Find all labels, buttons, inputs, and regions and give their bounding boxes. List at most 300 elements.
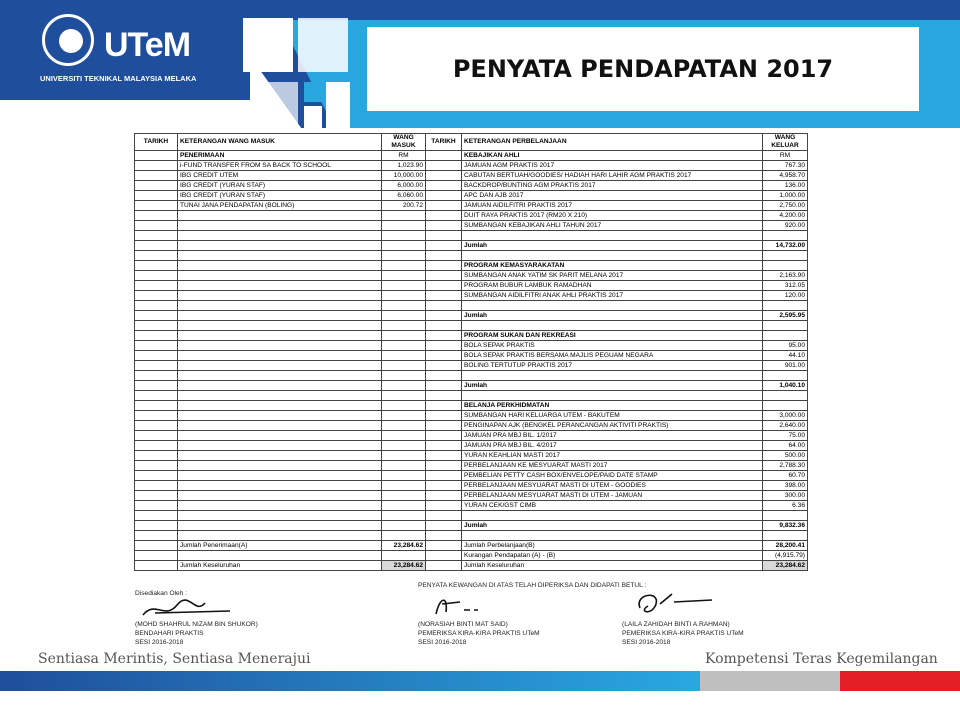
cell-keterangan-masuk — [178, 381, 382, 391]
ledger-row — [135, 171, 808, 181]
cell-tarikh-2 — [426, 171, 462, 181]
cell-tarikh — [135, 411, 178, 421]
cell-tarikh-2 — [426, 491, 462, 501]
cell-wang-keluar: 1,000.00 — [763, 191, 808, 201]
cell-wang-masuk — [382, 271, 426, 281]
ledger-row — [135, 331, 808, 341]
cell-keterangan-masuk — [178, 511, 382, 521]
cell-wang-masuk — [382, 371, 426, 381]
cell-wang-masuk — [382, 491, 426, 501]
cell-tarikh — [135, 371, 178, 381]
cell-keterangan-masuk — [178, 251, 382, 261]
cell-keterangan-perbelanjaan: PROGRAM BUBUR LAMBUK RAMADHAN — [462, 281, 763, 291]
decor-tile — [243, 18, 293, 72]
cell-tarikh — [135, 341, 178, 351]
decor-tile — [262, 82, 298, 128]
cell-tarikh-2 — [426, 371, 462, 381]
cell-wang-masuk — [382, 361, 426, 371]
signatory-2-role: PEMERIKSA KIRA-KIRA PRAKTIS UTeM — [418, 630, 540, 637]
ledger-row — [135, 261, 808, 271]
cell-tarikh — [135, 261, 178, 271]
cell-wang-keluar — [763, 401, 808, 411]
cell-tarikh-2 — [426, 301, 462, 311]
col-tarikh-2: TARIKH — [426, 134, 462, 151]
cell-tarikh — [135, 541, 178, 551]
cell-wang-keluar: 398.00 — [763, 481, 808, 491]
ledger-row — [135, 221, 808, 231]
cell-tarikh — [135, 561, 178, 571]
cell-keterangan-masuk — [178, 211, 382, 221]
title-box — [367, 27, 919, 111]
cell-tarikh — [135, 321, 178, 331]
cell-keterangan-perbelanjaan: Jumlah — [462, 381, 763, 391]
cell-tarikh-2 — [426, 151, 462, 161]
cell-wang-keluar — [763, 511, 808, 521]
col-wang-masuk: WANG MASUK — [382, 134, 426, 151]
cell-tarikh-2 — [426, 341, 462, 351]
cell-tarikh-2 — [426, 401, 462, 411]
cell-keterangan-masuk — [178, 431, 382, 441]
cell-wang-masuk — [382, 431, 426, 441]
ledger-row — [135, 521, 808, 531]
cell-tarikh-2 — [426, 551, 462, 561]
cell-keterangan-perbelanjaan — [462, 391, 763, 401]
cell-wang-keluar — [763, 261, 808, 271]
cell-wang-masuk — [382, 301, 426, 311]
ledger-row — [135, 481, 808, 491]
cell-tarikh-2 — [426, 351, 462, 361]
col-keterangan-masuk: KETERANGAN WANG MASUK — [178, 134, 382, 151]
cell-keterangan-perbelanjaan: CABUTAN BERTUAH/GOODIES/ HADIAH HARI LAHIR AGM PRAKTIS 2017 — [462, 171, 763, 181]
cell-wang-keluar — [763, 231, 808, 241]
cell-tarikh — [135, 441, 178, 451]
cell-keterangan-masuk — [178, 341, 382, 351]
cell-keterangan-masuk — [178, 311, 382, 321]
cell-tarikh-2 — [426, 271, 462, 281]
cell-wang-masuk: 200.72 — [382, 201, 426, 211]
cell-keterangan-masuk: i-FUND TRANSFER FROM SA BACK TO SCHOOL — [178, 161, 382, 171]
cell-keterangan-perbelanjaan — [462, 371, 763, 381]
cell-tarikh — [135, 481, 178, 491]
cell-keterangan-masuk — [178, 481, 382, 491]
cell-wang-masuk — [382, 511, 426, 521]
cell-keterangan-masuk — [178, 271, 382, 281]
ledger-row — [135, 301, 808, 311]
cell-tarikh-2 — [426, 181, 462, 191]
cell-keterangan-perbelanjaan: Jumlah — [462, 241, 763, 251]
cell-tarikh — [135, 271, 178, 281]
cell-tarikh — [135, 221, 178, 231]
footer-bar-red — [840, 671, 960, 691]
ledger-row — [135, 501, 808, 511]
ledger-row — [135, 561, 808, 571]
footer-bar-blue — [0, 671, 700, 691]
cell-wang-keluar: RM — [763, 151, 808, 161]
cell-keterangan-masuk — [178, 391, 382, 401]
cell-tarikh — [135, 531, 178, 541]
cell-wang-keluar — [763, 371, 808, 381]
ledger-row — [135, 251, 808, 261]
cell-keterangan-perbelanjaan: KEBAJIKAN AHLI — [462, 151, 763, 161]
cell-keterangan-perbelanjaan — [462, 321, 763, 331]
ledger-row — [135, 361, 808, 371]
cell-tarikh-2 — [426, 391, 462, 401]
cell-keterangan-masuk: PENERIMAAN — [178, 151, 382, 161]
cell-wang-keluar: 500.00 — [763, 451, 808, 461]
decor-tile — [326, 82, 350, 128]
cell-keterangan-perbelanjaan: PERBELANJAAN KE MESYUARAT MASTI 2017 — [462, 461, 763, 471]
cell-keterangan-perbelanjaan: Jumlah Perbelanjaan(B) — [462, 541, 763, 551]
ledger-row — [135, 411, 808, 421]
cell-wang-masuk — [382, 531, 426, 541]
cell-keterangan-masuk — [178, 491, 382, 501]
cell-wang-masuk — [382, 501, 426, 511]
ledger-row — [135, 441, 808, 451]
cell-wang-keluar: 3,000.00 — [763, 411, 808, 421]
cell-keterangan-perbelanjaan — [462, 301, 763, 311]
cell-wang-keluar — [763, 391, 808, 401]
ledger-row — [135, 451, 808, 461]
income-statement-document — [134, 133, 807, 571]
cell-keterangan-masuk — [178, 471, 382, 481]
cell-keterangan-masuk — [178, 411, 382, 421]
cell-wang-masuk — [382, 221, 426, 231]
cell-tarikh — [135, 401, 178, 411]
cell-tarikh-2 — [426, 561, 462, 571]
cell-tarikh — [135, 281, 178, 291]
ledger-row — [135, 161, 808, 171]
cell-keterangan-masuk — [178, 331, 382, 341]
cell-tarikh-2 — [426, 241, 462, 251]
cell-keterangan-perbelanjaan: PERBELANJAAN MESYUARAT MASTI DI UTEM - JAMUAN — [462, 491, 763, 501]
cell-tarikh — [135, 241, 178, 251]
cell-keterangan-perbelanjaan: BOLING TERTUTUP PRAKTIS 2017 — [462, 361, 763, 371]
cell-wang-keluar: 23,284.62 — [763, 561, 808, 571]
cell-keterangan-masuk: TUNAI JANA PENDAPATAN (BOLING) — [178, 201, 382, 211]
cell-tarikh — [135, 471, 178, 481]
cell-keterangan-masuk — [178, 321, 382, 331]
signature-3-icon — [630, 586, 720, 620]
footer-tagline-left: Sentiasa Merintis, Sentiasa Menerajui — [38, 651, 311, 667]
cell-wang-keluar: 14,732.00 — [763, 241, 808, 251]
cell-tarikh-2 — [426, 211, 462, 221]
cell-tarikh-2 — [426, 311, 462, 321]
cell-tarikh-2 — [426, 441, 462, 451]
cell-keterangan-masuk — [178, 501, 382, 511]
cell-tarikh — [135, 501, 178, 511]
col-wang-keluar: WANG KELUAR — [763, 134, 808, 151]
ledger-row — [135, 241, 808, 251]
ledger-row — [135, 341, 808, 351]
cell-wang-masuk — [382, 261, 426, 271]
cell-keterangan-perbelanjaan: YURAN KEAHLIAN MASTI 2017 — [462, 451, 763, 461]
cell-wang-keluar: 300.00 — [763, 491, 808, 501]
cell-wang-masuk — [382, 551, 426, 561]
cell-wang-keluar: 6.36 — [763, 501, 808, 511]
cell-keterangan-masuk — [178, 301, 382, 311]
cell-wang-masuk — [382, 281, 426, 291]
cell-tarikh-2 — [426, 511, 462, 521]
cell-tarikh — [135, 181, 178, 191]
cell-keterangan-masuk — [178, 221, 382, 231]
cell-wang-keluar — [763, 301, 808, 311]
ledger-row — [135, 281, 808, 291]
cell-wang-masuk — [382, 251, 426, 261]
ledger-body — [135, 151, 808, 571]
cell-tarikh-2 — [426, 321, 462, 331]
cell-tarikh — [135, 361, 178, 371]
cell-tarikh — [135, 491, 178, 501]
cell-tarikh-2 — [426, 361, 462, 371]
ledger-row — [135, 531, 808, 541]
cell-tarikh-2 — [426, 541, 462, 551]
signatory-2-session: SESI 2016-2018 — [418, 639, 467, 646]
cell-tarikh-2 — [426, 331, 462, 341]
cell-wang-keluar: 28,200.41 — [763, 541, 808, 551]
cell-wang-keluar: 64.00 — [763, 441, 808, 451]
cell-keterangan-masuk — [178, 361, 382, 371]
ledger-row — [135, 491, 808, 501]
signature-2-icon — [430, 592, 490, 620]
cell-tarikh-2 — [426, 281, 462, 291]
cell-wang-masuk — [382, 421, 426, 431]
cell-keterangan-masuk — [178, 441, 382, 451]
cell-keterangan-masuk: IBG CREDIT (YURAN STAF) — [178, 181, 382, 191]
footer-bar-grey — [700, 671, 840, 691]
cell-keterangan-masuk — [178, 451, 382, 461]
cell-tarikh — [135, 171, 178, 181]
cell-wang-keluar: 136.00 — [763, 181, 808, 191]
cell-keterangan-masuk: Jumlah Penerimaan(A) — [178, 541, 382, 551]
cell-keterangan-perbelanjaan — [462, 231, 763, 241]
cell-tarikh-2 — [426, 451, 462, 461]
cell-wang-keluar: 901.00 — [763, 361, 808, 371]
signatory-1-role: BENDAHARI PRAKTIS — [135, 630, 204, 637]
cell-keterangan-perbelanjaan: SUMBANGAN ANAK YATIM SK PARIT MELANA 2017 — [462, 271, 763, 281]
cell-wang-keluar: (4,915.79) — [763, 551, 808, 561]
page-title: PENYATA PENDAPATAN 2017 — [452, 55, 834, 83]
cell-wang-keluar: 920.00 — [763, 221, 808, 231]
ledger-row — [135, 231, 808, 241]
col-tarikh: TARIKH — [135, 134, 178, 151]
cell-wang-masuk — [382, 241, 426, 251]
ledger-row — [135, 201, 808, 211]
cell-wang-masuk — [382, 351, 426, 361]
cell-wang-keluar: 9,832.36 — [763, 521, 808, 531]
ledger-header-row — [135, 134, 808, 151]
cell-keterangan-perbelanjaan: PROGRAM SUKAN DAN REKREASI — [462, 331, 763, 341]
ledger-row — [135, 291, 808, 301]
footer-tagline-right: Kompetensi Teras Kegemilangan — [705, 651, 938, 667]
ledger-row — [135, 541, 808, 551]
cell-keterangan-masuk — [178, 231, 382, 241]
cell-tarikh-2 — [426, 501, 462, 511]
cell-keterangan-perbelanjaan: Jumlah — [462, 521, 763, 531]
cell-tarikh — [135, 201, 178, 211]
cell-wang-keluar: 2,750.00 — [763, 201, 808, 211]
ledger-row — [135, 371, 808, 381]
cell-wang-keluar: 60.70 — [763, 471, 808, 481]
logo-name: UTeM — [104, 26, 191, 64]
col-keterangan-perbelanjaan: KETERANGAN PERBELANJAAN — [462, 134, 763, 151]
cell-tarikh — [135, 421, 178, 431]
cell-wang-keluar: 767.30 — [763, 161, 808, 171]
cell-tarikh — [135, 391, 178, 401]
cell-tarikh-2 — [426, 381, 462, 391]
cell-wang-keluar: 2,163.90 — [763, 271, 808, 281]
signatory-3 — [622, 620, 744, 647]
ledger-row — [135, 551, 808, 561]
cell-keterangan-perbelanjaan: SUMBANGAN KEBAJIKAN AHLI TAHUN 2017 — [462, 221, 763, 231]
cell-wang-masuk — [382, 461, 426, 471]
cell-wang-keluar: 44.10 — [763, 351, 808, 361]
ledger-row — [135, 351, 808, 361]
cell-wang-masuk — [382, 411, 426, 421]
cell-tarikh — [135, 291, 178, 301]
signature-1-icon — [135, 595, 245, 623]
cell-wang-keluar — [763, 251, 808, 261]
cell-tarikh-2 — [426, 191, 462, 201]
cell-tarikh — [135, 151, 178, 161]
cell-wang-masuk — [382, 381, 426, 391]
cell-wang-masuk — [382, 391, 426, 401]
cell-wang-masuk — [382, 311, 426, 321]
cell-keterangan-masuk — [178, 261, 382, 271]
cell-tarikh-2 — [426, 481, 462, 491]
cell-keterangan-perbelanjaan: YURAN CEK/GST CIMB — [462, 501, 763, 511]
decor-tile — [304, 106, 322, 128]
cell-wang-masuk — [382, 451, 426, 461]
cell-wang-masuk — [382, 521, 426, 531]
signatory-3-session: SESI 2016-2018 — [622, 639, 671, 646]
cell-tarikh — [135, 551, 178, 561]
cell-wang-masuk: RM — [382, 151, 426, 161]
signatory-3-name: (LAILA ZAHIDAH BINTI A.RAHMAN) — [622, 621, 730, 628]
logo-emblem-icon — [42, 14, 94, 66]
logo-subtitle: UNIVERSITI TEKNIKAL MALAYSIA MELAKA — [40, 74, 197, 83]
cell-keterangan-perbelanjaan: PENGINAPAN AJK (BENGKEL PERANCANGAN AKTIVITI PRAKTIS) — [462, 421, 763, 431]
cell-wang-masuk — [382, 341, 426, 351]
ledger-row — [135, 311, 808, 321]
cell-keterangan-perbelanjaan — [462, 251, 763, 261]
cell-tarikh — [135, 521, 178, 531]
cell-keterangan-perbelanjaan: DUIT RAYA PRAKTIS 2017 (RM20 X 210) — [462, 211, 763, 221]
cell-keterangan-masuk — [178, 241, 382, 251]
ledger-row — [135, 471, 808, 481]
cell-wang-keluar: 312.05 — [763, 281, 808, 291]
cell-keterangan-masuk — [178, 521, 382, 531]
cell-wang-masuk — [382, 441, 426, 451]
cell-keterangan-perbelanjaan — [462, 511, 763, 521]
ledger-row — [135, 191, 808, 201]
cell-wang-masuk — [382, 211, 426, 221]
cell-keterangan-masuk — [178, 401, 382, 411]
cell-wang-masuk — [382, 321, 426, 331]
cell-wang-keluar — [763, 331, 808, 341]
cell-tarikh-2 — [426, 221, 462, 231]
cell-wang-masuk — [382, 331, 426, 341]
cell-tarikh — [135, 251, 178, 261]
cell-keterangan-perbelanjaan: PERBELANJAAN MESYUARAT MASTI DI UTEM - GOODIES — [462, 481, 763, 491]
cell-tarikh-2 — [426, 461, 462, 471]
signatory-1-name: (MOHD SHAHRUL NIZAM BIN SHUKOR) — [135, 621, 258, 628]
ledger-row — [135, 461, 808, 471]
cell-tarikh — [135, 331, 178, 341]
signatory-3-role: PEMERIKSA KIRA-KIRA PRAKTIS UTeM — [622, 630, 744, 637]
cell-tarikh-2 — [426, 231, 462, 241]
cell-keterangan-masuk — [178, 531, 382, 541]
cell-tarikh-2 — [426, 521, 462, 531]
cell-tarikh-2 — [426, 531, 462, 541]
cell-keterangan-perbelanjaan: JAMUAN PRA MBJ BIL. 4/2017 — [462, 441, 763, 451]
cell-wang-masuk — [382, 291, 426, 301]
cell-tarikh — [135, 511, 178, 521]
cell-wang-keluar — [763, 321, 808, 331]
cell-wang-masuk — [382, 401, 426, 411]
ledger-row — [135, 151, 808, 161]
cell-tarikh — [135, 351, 178, 361]
cell-keterangan-perbelanjaan: BACKDROP/BUNTING AGM PRAKTIS 2017 — [462, 181, 763, 191]
cell-keterangan-perbelanjaan: JAMUAN AGM PRAKTIS 2017 — [462, 161, 763, 171]
cell-wang-keluar: 2,640.00 — [763, 421, 808, 431]
ledger-row — [135, 181, 808, 191]
cell-keterangan-perbelanjaan: Kurangan Pendapatan (A) - (B) — [462, 551, 763, 561]
decor-tile — [298, 18, 348, 72]
cell-wang-keluar — [763, 531, 808, 541]
cell-keterangan-masuk — [178, 551, 382, 561]
cell-wang-masuk: 6,000.00 — [382, 181, 426, 191]
cell-tarikh — [135, 451, 178, 461]
cell-tarikh — [135, 381, 178, 391]
utem-logo — [38, 12, 238, 86]
cell-wang-masuk — [382, 471, 426, 481]
cell-wang-keluar: 75.00 — [763, 431, 808, 441]
cell-tarikh-2 — [426, 251, 462, 261]
signatory-2-name: (NORASIAH BINTI MAT SAID) — [418, 621, 508, 628]
cell-keterangan-perbelanjaan: PROGRAM KEMASYARAKATAN — [462, 261, 763, 271]
cell-tarikh — [135, 231, 178, 241]
cell-keterangan-perbelanjaan: JAMUAN PRA MBJ BIL. 1/2017 — [462, 431, 763, 441]
ledger-row — [135, 321, 808, 331]
ledger-row — [135, 431, 808, 441]
cell-keterangan-masuk — [178, 281, 382, 291]
cell-tarikh-2 — [426, 261, 462, 271]
cell-wang-masuk: 23,284.62 — [382, 561, 426, 571]
cell-wang-keluar: 2,595.95 — [763, 311, 808, 321]
cell-tarikh-2 — [426, 201, 462, 211]
cell-tarikh — [135, 191, 178, 201]
cell-wang-masuk: 1,023.90 — [382, 161, 426, 171]
signatory-1 — [135, 620, 258, 647]
cell-keterangan-perbelanjaan: Jumlah — [462, 311, 763, 321]
cell-tarikh — [135, 431, 178, 441]
cell-keterangan-masuk — [178, 421, 382, 431]
signatory-1-session: SESI 2016-2018 — [135, 639, 184, 646]
cell-tarikh-2 — [426, 431, 462, 441]
cell-tarikh — [135, 211, 178, 221]
cell-wang-keluar: 4,200.00 — [763, 211, 808, 221]
cell-keterangan-perbelanjaan: BOLA SEPAK PRAKTIS BERSAMA MAJLIS PEGUAM NEGARA — [462, 351, 763, 361]
cell-tarikh — [135, 161, 178, 171]
ledger-row — [135, 381, 808, 391]
cell-keterangan-masuk — [178, 351, 382, 361]
cell-wang-masuk — [382, 481, 426, 491]
cell-keterangan-perbelanjaan — [462, 531, 763, 541]
cell-tarikh — [135, 311, 178, 321]
ledger-row — [135, 271, 808, 281]
cell-tarikh-2 — [426, 291, 462, 301]
cell-keterangan-perbelanjaan: BELANJA PERKHIDMATAN — [462, 401, 763, 411]
